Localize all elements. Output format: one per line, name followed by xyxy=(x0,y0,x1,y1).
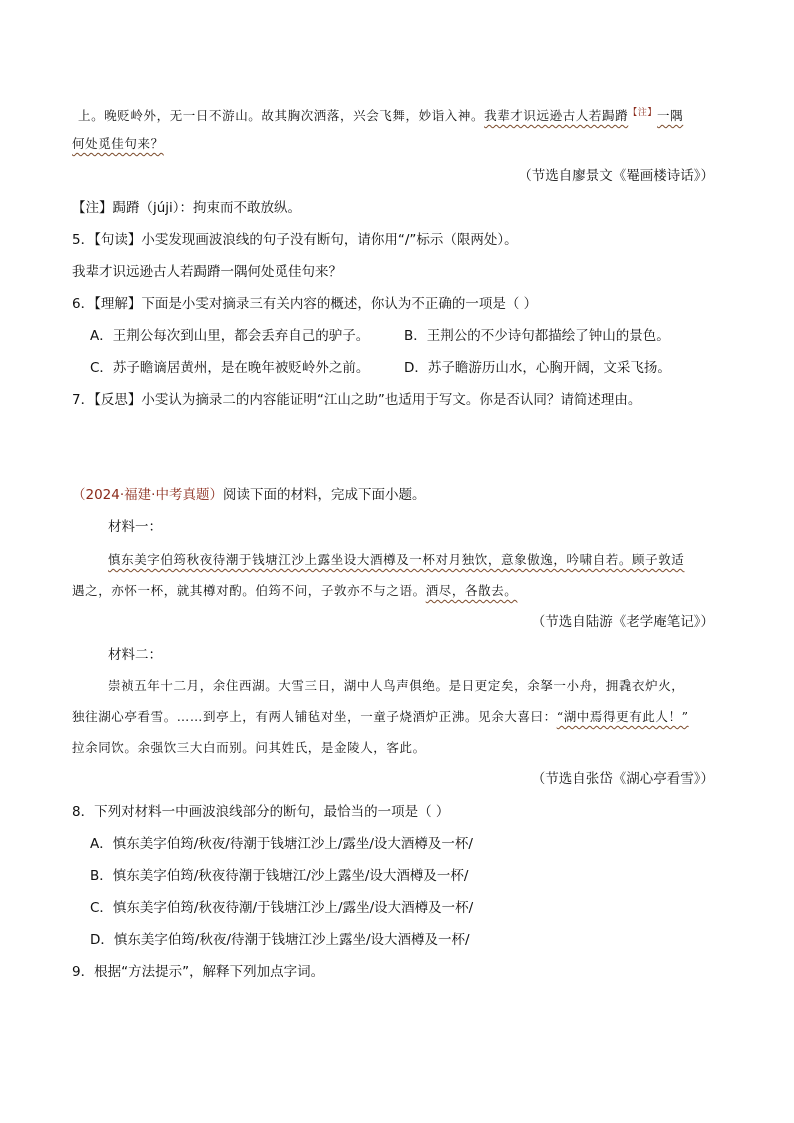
q8-option-b[interactable]: B．慎东美字伯筠/秋夜待潮于钱塘江/沙上露坐/设大酒樽及一杯/ xyxy=(90,868,469,884)
material1-title: 材料一： xyxy=(108,519,162,535)
question-5-sentence: 我辈才识远逊古人若跼蹐一隅何处觅佳句来？ xyxy=(72,264,342,280)
q8-option-a[interactable]: A．慎东美字伯筠/秋夜/待潮于钱塘江沙上/露坐/设大酒樽及一杯/ xyxy=(90,836,473,852)
material2-title: 材料二： xyxy=(108,647,162,663)
material2-line1: 崇祯五年十二月，余住西湖。大雪三日，湖中人鸟声俱绝。是日更定矣，余拏一小舟，拥毳衣炉火， xyxy=(108,678,685,693)
section2-intro: 阅读下面的材料，完成下面小题。 xyxy=(222,487,426,503)
section2-header xyxy=(72,485,425,505)
question-5: 5．【句读】小雯发现画波浪线的句子没有断句，请你用“/”标示（限两处）。 xyxy=(72,232,518,248)
material2-source: （节选自张岱《湖心亭看雪》） xyxy=(531,771,714,787)
material1-source: （节选自陆游《老学庵笔记》） xyxy=(531,614,714,630)
material2-wavy-quote: “湖中焉得更有此人！” xyxy=(556,709,689,724)
material1-wavy-end: 酒尽，各散去。 xyxy=(425,583,518,598)
passage1-line2 xyxy=(72,134,164,154)
passage1-line1 xyxy=(78,103,683,126)
material2-line3: 拉余同饮。余强饮三大白而别。问其姓氏，是金陵人，客此。 xyxy=(72,740,426,755)
material1-line1 xyxy=(108,550,684,570)
q8-option-c[interactable]: C．慎东美字伯筠/秋夜待潮/于钱塘江沙上/露坐/设大酒樽及一杯/ xyxy=(90,900,474,916)
material2-line2 xyxy=(72,707,689,727)
material1-line2 xyxy=(72,581,517,601)
passage1-wavy-text: 我辈才识远逊古人若跼蹐 xyxy=(484,108,629,124)
passage1-wavy-tail: 一隅 xyxy=(657,108,684,124)
q6-option-d[interactable]: D．苏子瞻游历山水，心胸开阔，文采飞扬。 xyxy=(404,360,671,376)
passage1-wavy-line2: 何处觅佳句来？ xyxy=(72,136,164,151)
material1-wavy-text: 慎东美字伯筠秋夜待潮于钱塘江沙上露坐设大酒樽及一杯对月独饮，意象傲逸，吟啸自若。顾子敦适 xyxy=(108,552,685,567)
source-tag: （2024·福建·中考真题） xyxy=(72,487,223,503)
q6-option-a[interactable]: A．王荆公每次到山里，都会丢弃自己的驴子。 xyxy=(90,328,370,344)
q6-option-c[interactable]: C．苏子瞻谪居黄州，是在晚年被贬岭外之前。 xyxy=(90,360,370,376)
q8-option-d[interactable]: D．慎东美字伯筠/秋夜/待潮于钱塘江沙上露坐/设大酒樽及一杯/ xyxy=(90,932,470,948)
question-9: 9．根据“方法提示”，解释下列加点字词。 xyxy=(72,964,325,980)
question-7: 7．【反思】小雯认为摘录二的内容能证明“江山之助”也适用于写文。你是否认同？请简述理由。 xyxy=(72,392,642,408)
note-text: 【注】跼蹐（júji）：拘束而不敢放纵。 xyxy=(72,200,302,216)
question-8: 8．下列对材料一中画波浪线部分的断句，最恰当的一项是（ ） xyxy=(72,804,450,820)
passage1-text: 上。晚贬岭外，无一日不游山。故其胸次洒落，兴会飞舞，妙诣入神。 xyxy=(78,108,485,124)
q6-option-b[interactable]: B．王荆公的不少诗句都描绘了钟山的景色。 xyxy=(404,328,670,344)
question-6: 6．【理解】下面是小雯对摘录三有关内容的概述，你认为不正确的一项是（ ） xyxy=(72,296,538,312)
material2-text: 独往湖心亭看雪。……到亭上，有两人铺毡对坐，一童子烧酒炉正沸。见余大喜曰： xyxy=(72,709,557,724)
note-mark: 【注】 xyxy=(628,108,658,118)
passage1-source: （节选自廖景文《罨画楼诗话》） xyxy=(518,168,714,184)
material1-text: 遇之，亦怀一杯，就其樽对酌。伯筠不问，子敦亦不与之语。 xyxy=(72,583,426,598)
